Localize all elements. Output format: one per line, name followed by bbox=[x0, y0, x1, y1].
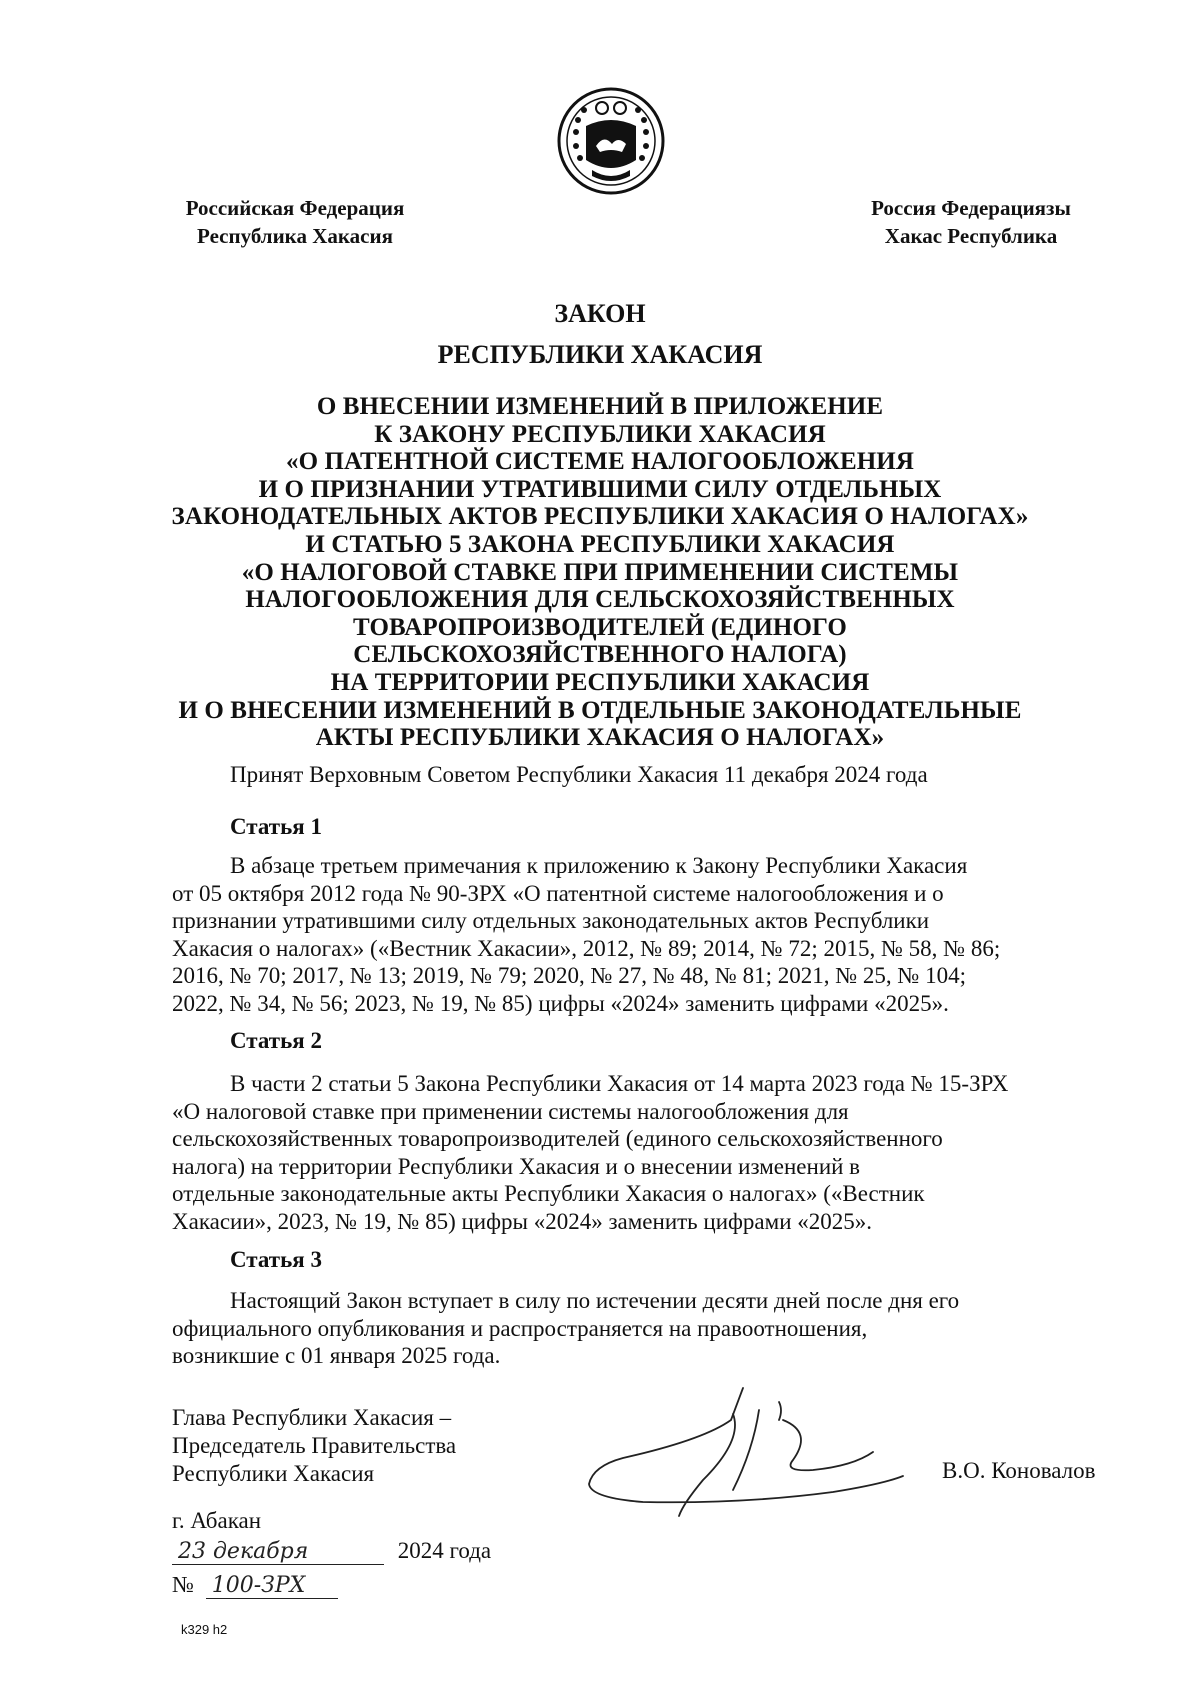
place: г. Абакан bbox=[172, 1508, 262, 1533]
text-line: 2016, № 70; 2017, № 13; 2019, № 79; 2020, № 27, № 48, № 81; 2021, № 25, № 104; bbox=[172, 963, 967, 988]
article-3-heading: Статья 3 bbox=[230, 1247, 322, 1272]
text-line: признании утратившими силу отдельных законодательных актов Республики bbox=[172, 908, 930, 933]
handwritten-date: 23 декабря bbox=[172, 1539, 384, 1565]
title-line: ТОВАРОПРОИЗВОДИТЕЛЕЙ (ЕДИНОГО bbox=[353, 613, 847, 641]
signatory-position bbox=[172, 1404, 456, 1488]
article-2-heading: Статья 2 bbox=[230, 1028, 322, 1053]
text-line: Хакасии», 2023, № 19, № 85) цифры «2024» заменить цифрами «2025». bbox=[172, 1208, 873, 1234]
text-line: отдельные законодательные акты Республики Хакасия о налогах» («Вестник bbox=[172, 1181, 925, 1206]
title-line: К ЗАКОНУ РЕСПУБЛИКИ ХАКАСИЯ bbox=[374, 420, 826, 448]
text-line: от 05 октября 2012 года № 90-ЗРХ «О патентной системе налогообложения и о bbox=[172, 880, 944, 906]
header-left-line1: Российская Федерация bbox=[185, 196, 405, 220]
header-left-line2: Республика Хакасия bbox=[197, 224, 393, 248]
text-line: налога) на территории Республики Хакасия и о внесении изменений в bbox=[172, 1153, 861, 1179]
header-right-line2: Хакас Республика bbox=[884, 224, 1058, 248]
text-line: официального опубликования и распространяется на правоотношения, bbox=[172, 1315, 868, 1341]
title-line: ЗАКОНОДАТЕЛЬНЫХ АКТОВ РЕСПУБЛИКИ ХАКАСИЯ О НАЛОГАХ» bbox=[171, 503, 1029, 531]
title-line: И О ВНЕСЕНИИ ИЗМЕНЕНИЙ В ОТДЕЛЬНЫЕ ЗАКОНОДАТЕЛЬНЫЕ bbox=[178, 696, 1022, 724]
text-line: «О налоговой ставке при применении системы налогообложения для bbox=[172, 1098, 849, 1124]
handwritten-number: 100-ЗРХ bbox=[206, 1573, 338, 1599]
document-title bbox=[150, 393, 1050, 752]
title-line: НА ТЕРРИТОРИИ РЕСПУБЛИКИ ХАКАСИЯ bbox=[330, 668, 870, 696]
date-row bbox=[172, 1538, 491, 1565]
coat-of-arms-icon bbox=[556, 86, 666, 196]
article-1-text bbox=[172, 852, 1122, 1017]
text-line: Настоящий Закон вступает в силу по истечении десяти дней после дня его bbox=[230, 1288, 960, 1313]
number-prefix: № bbox=[172, 1572, 194, 1597]
text-line: В абзаце третьем примечания к приложению к Закону Республики Хакасия bbox=[230, 853, 968, 878]
article-2-text bbox=[172, 1070, 1122, 1235]
signatory-position-line: Глава Республики Хакасия – bbox=[172, 1405, 452, 1430]
handwritten-signature bbox=[583, 1380, 943, 1520]
text-line: возникшие с 01 января 2025 года. bbox=[172, 1343, 501, 1368]
signatory-position-line: Председатель Правительства bbox=[172, 1433, 457, 1458]
article-3-text bbox=[172, 1287, 1122, 1370]
text-line: 2022, № 34, № 56; 2023, № 19, № 85) цифры «2024» заменить цифрами «2025». bbox=[172, 990, 949, 1016]
document-issuer: РЕСПУБЛИКИ ХАКАСИЯ bbox=[437, 340, 763, 369]
header-right-line1: Россия Федерациязы bbox=[871, 196, 1071, 220]
signatory-name: В.О. Коновалов bbox=[942, 1458, 1096, 1483]
adoption-note: Принят Верховным Советом Республики Хакасия 11 декабря 2024 года bbox=[230, 762, 928, 787]
footer-code: k329 h2 bbox=[181, 1622, 228, 1637]
title-line: НАЛОГООБЛОЖЕНИЯ ДЛЯ СЕЛЬСКОХОЗЯЙСТВЕННЫХ bbox=[245, 586, 955, 614]
header-right bbox=[836, 194, 1106, 250]
title-line: АКТЫ РЕСПУБЛИКИ ХАКАСИЯ О НАЛОГАХ» bbox=[315, 724, 885, 752]
title-line: «О НАЛОГОВОЙ СТАВКЕ ПРИ ПРИМЕНЕНИИ СИСТЕМЫ bbox=[241, 558, 959, 586]
signatory-position-line: Республики Хакасия bbox=[172, 1461, 375, 1486]
document-type: ЗАКОН bbox=[554, 299, 646, 328]
text-line: В части 2 статьи 5 Закона Республики Хакасия от 14 марта 2023 года № 15-ЗРХ bbox=[230, 1071, 1009, 1096]
title-line: СЕЛЬСКОХОЗЯЙСТВЕННОГО НАЛОГА) bbox=[353, 641, 847, 669]
title-line: «О ПАТЕНТНОЙ СИСТЕМЕ НАЛОГООБЛОЖЕНИЯ bbox=[285, 448, 915, 476]
text-line: сельскохозяйственных товаропроизводителей (единого сельскохозяйственного bbox=[172, 1126, 943, 1151]
number-row bbox=[172, 1572, 338, 1599]
title-line: О ВНЕСЕНИИ ИЗМЕНЕНИЙ В ПРИЛОЖЕНИЕ bbox=[316, 393, 884, 420]
header-left bbox=[160, 194, 430, 250]
date-year: 2024 года bbox=[397, 1538, 492, 1563]
text-line: Хакасия о налогах» («Вестник Хакасии», 2012, № 89; 2014, № 72; 2015, № 58, № 86; bbox=[172, 935, 1001, 961]
article-1-heading: Статья 1 bbox=[230, 814, 322, 839]
title-line: И О ПРИЗНАНИИ УТРАТИВШИМИ СИЛУ ОТДЕЛЬНЫХ bbox=[258, 475, 942, 503]
title-line: И СТАТЬЮ 5 ЗАКОНА РЕСПУБЛИКИ ХАКАСИЯ bbox=[305, 530, 895, 558]
